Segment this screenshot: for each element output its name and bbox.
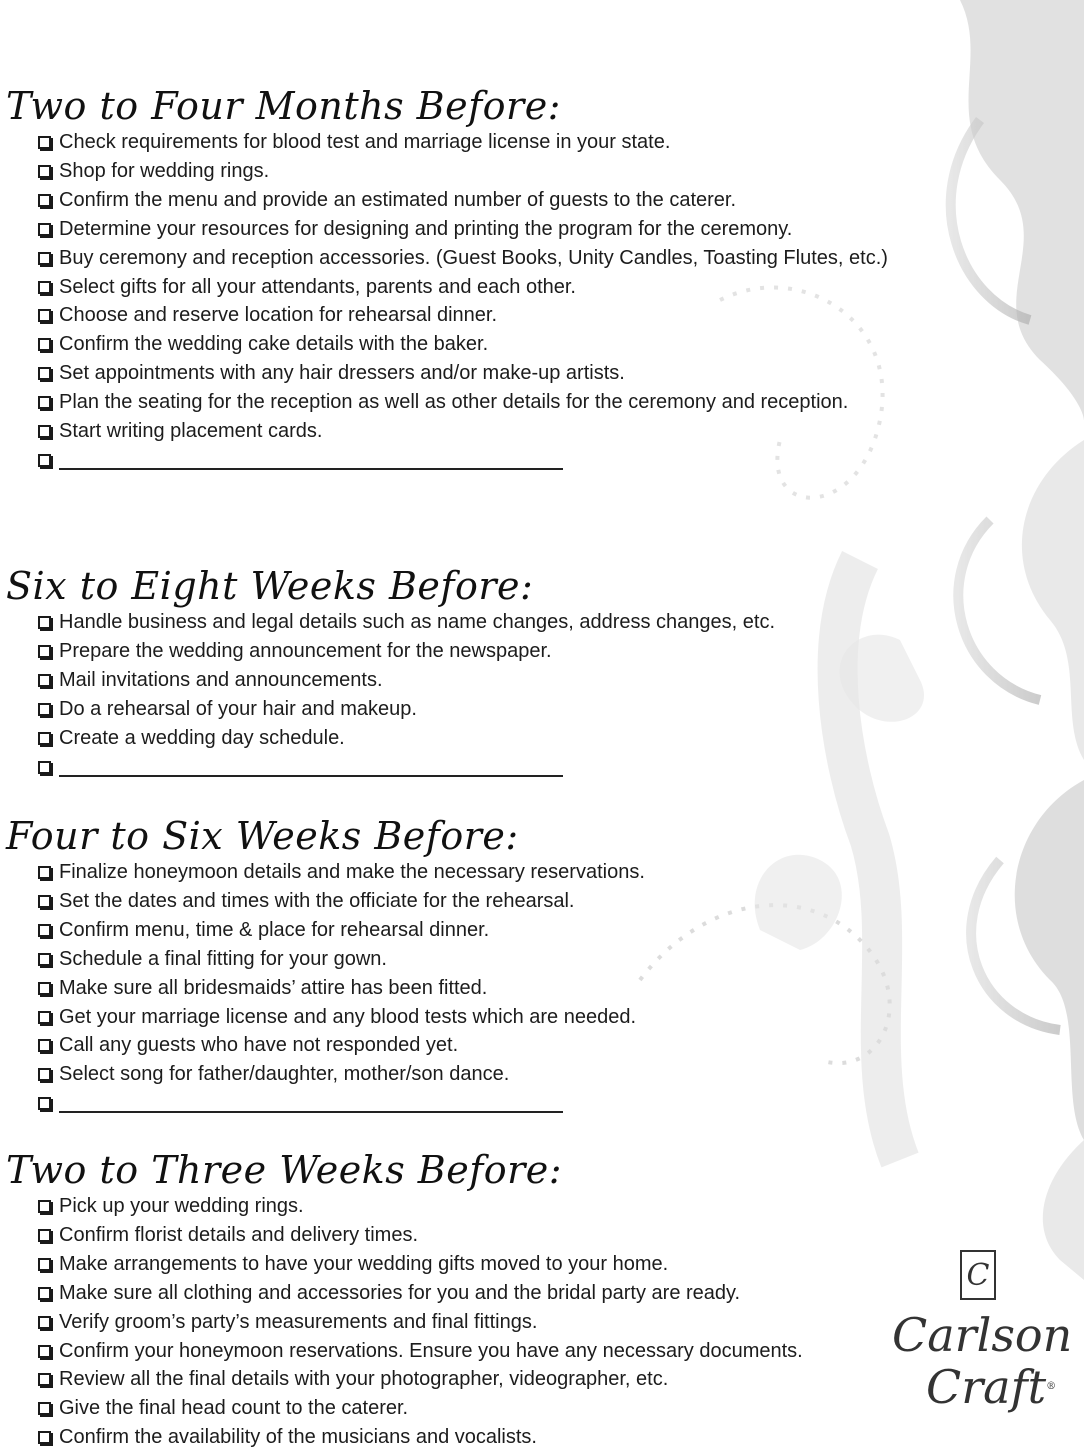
checklist-item: Mail invitations and announcements.: [38, 666, 940, 695]
checklist-item: Confirm florist details and delivery times.: [38, 1221, 940, 1250]
section-heading: Two to Three Weeks Before:: [6, 1148, 563, 1192]
checkbox-icon[interactable]: [38, 1039, 51, 1052]
checklist-item: Call any guests who have not responded yet.: [38, 1031, 940, 1060]
checklist-item-blank: [38, 753, 940, 782]
checkbox-icon[interactable]: [38, 1402, 51, 1415]
checklist-item: Pick up your wedding rings.: [38, 1192, 940, 1221]
checklist-item: Prepare the wedding announcement for the newspaper.: [38, 637, 940, 666]
checklist-item: Choose and reserve location for rehearsal dinner.: [38, 301, 940, 330]
section-four-to-six-weeks: [0, 814, 940, 1118]
checkbox-icon[interactable]: [38, 223, 51, 236]
checkbox-icon[interactable]: [38, 396, 51, 409]
checkbox-icon[interactable]: [38, 982, 51, 995]
checkbox-icon[interactable]: [38, 194, 51, 207]
checklist-item: Confirm the wedding cake details with the baker.: [38, 330, 940, 359]
checklist-item: Set appointments with any hair dressers and/or make-up artists.: [38, 359, 940, 388]
logo-monogram-icon: C: [960, 1250, 996, 1300]
checklist-item: Handle business and legal details such as name changes, address changes, etc.: [38, 608, 940, 637]
checkbox-icon[interactable]: [38, 165, 51, 178]
section-heading: Six to Eight Weeks Before:: [6, 564, 534, 608]
checklist: [0, 608, 940, 781]
checkbox-icon[interactable]: [38, 1258, 51, 1271]
checkbox-icon[interactable]: [38, 1373, 51, 1386]
checklist-item: Buy ceremony and reception accessories. (Guest Books, Unity Candles, Toasting Flutes, etc.): [38, 244, 940, 273]
checkbox-icon[interactable]: [38, 1431, 51, 1444]
checkbox-icon[interactable]: [38, 136, 51, 149]
checklist-item: Determine your resources for designing and printing the program for the ceremony.: [38, 215, 940, 244]
checkbox-icon[interactable]: [38, 281, 51, 294]
checkbox-icon[interactable]: [38, 1097, 51, 1110]
checklist-item: Confirm menu, time & place for rehearsal dinner.: [38, 916, 940, 945]
checkbox-icon[interactable]: [38, 924, 51, 937]
checkbox-icon[interactable]: [38, 1068, 51, 1081]
checklist-item: Confirm the menu and provide an estimated number of guests to the caterer.: [38, 186, 940, 215]
checklist-item: Select gifts for all your attendants, parents and each other.: [38, 273, 940, 302]
blank-write-in-line[interactable]: [59, 468, 563, 470]
logo-line2: Craft®: [926, 1360, 1057, 1414]
checklist-item: Schedule a final fitting for your gown.: [38, 945, 940, 974]
checkbox-icon[interactable]: [38, 1229, 51, 1242]
checklist-item: Confirm your honeymoon reservations. Ensure you have any necessary documents.: [38, 1337, 940, 1366]
checklist-item: Do a rehearsal of your hair and makeup.: [38, 695, 940, 724]
checkbox-icon[interactable]: [38, 674, 51, 687]
logo-line1: Carlson: [892, 1308, 1073, 1362]
checkbox-icon[interactable]: [38, 616, 51, 629]
checklist: [0, 858, 940, 1118]
section-two-to-three-weeks: [0, 1148, 940, 1452]
checklist-item: Set the dates and times with the officiate for the rehearsal.: [38, 887, 940, 916]
checkbox-icon[interactable]: [38, 645, 51, 658]
checklist-item: Give the final head count to the caterer.: [38, 1394, 940, 1423]
checkbox-icon[interactable]: [38, 1287, 51, 1300]
checkbox-icon[interactable]: [38, 338, 51, 351]
checklist-item: Make arrangements to have your wedding gifts moved to your home.: [38, 1250, 940, 1279]
section-six-to-eight-weeks: [0, 564, 940, 781]
checklist-item: Select song for father/daughter, mother/son dance.: [38, 1060, 940, 1089]
checkbox-icon[interactable]: [38, 309, 51, 322]
checkbox-icon[interactable]: [38, 425, 51, 438]
checklist: [0, 128, 940, 475]
checklist-item: Get your marriage license and any blood tests which are needed.: [38, 1003, 940, 1032]
checklist-item: Start writing placement cards.: [38, 417, 940, 446]
checkbox-icon[interactable]: [38, 703, 51, 716]
checkbox-icon[interactable]: [38, 454, 51, 467]
checkbox-icon[interactable]: [38, 732, 51, 745]
checklist-item: Plan the seating for the reception as well as other details for the ceremony and reception.: [38, 388, 940, 417]
checklist-item: Confirm the availability of the musicians and vocalists.: [38, 1423, 940, 1452]
checklist: [0, 1192, 940, 1452]
checkbox-icon[interactable]: [38, 895, 51, 908]
blank-write-in-line[interactable]: [59, 775, 563, 777]
checkbox-icon[interactable]: [38, 252, 51, 265]
checklist-item-blank: [38, 446, 940, 475]
blank-write-in-line[interactable]: [59, 1111, 563, 1113]
checklist-item: Create a wedding day schedule.: [38, 724, 940, 753]
checklist-item-blank: [38, 1089, 940, 1118]
checklist-item: Verify groom’s party’s measurements and final fittings.: [38, 1308, 940, 1337]
section-heading: Two to Four Months Before:: [6, 84, 561, 128]
checkbox-icon[interactable]: [38, 953, 51, 966]
section-two-to-four-months: [0, 84, 940, 475]
checkbox-icon[interactable]: [38, 1200, 51, 1213]
checkbox-icon[interactable]: [38, 1011, 51, 1024]
checkbox-icon[interactable]: [38, 866, 51, 879]
checklist-item: Shop for wedding rings.: [38, 157, 940, 186]
checkbox-icon[interactable]: [38, 367, 51, 380]
checklist-item: Review all the final details with your photographer, videographer, etc.: [38, 1365, 940, 1394]
carlson-craft-logo: [886, 1250, 1073, 1440]
checkbox-icon[interactable]: [38, 1345, 51, 1358]
checklist-item: Check requirements for blood test and marriage license in your state.: [38, 128, 940, 157]
checklist-item: Make sure all clothing and accessories for you and the bridal party are ready.: [38, 1279, 940, 1308]
checklist-item: Finalize honeymoon details and make the necessary reservations.: [38, 858, 940, 887]
section-heading: Four to Six Weeks Before:: [6, 814, 519, 858]
checkbox-icon[interactable]: [38, 1316, 51, 1329]
checkbox-icon[interactable]: [38, 761, 51, 774]
checklist-item: Make sure all bridesmaids’ attire has been fitted.: [38, 974, 940, 1003]
